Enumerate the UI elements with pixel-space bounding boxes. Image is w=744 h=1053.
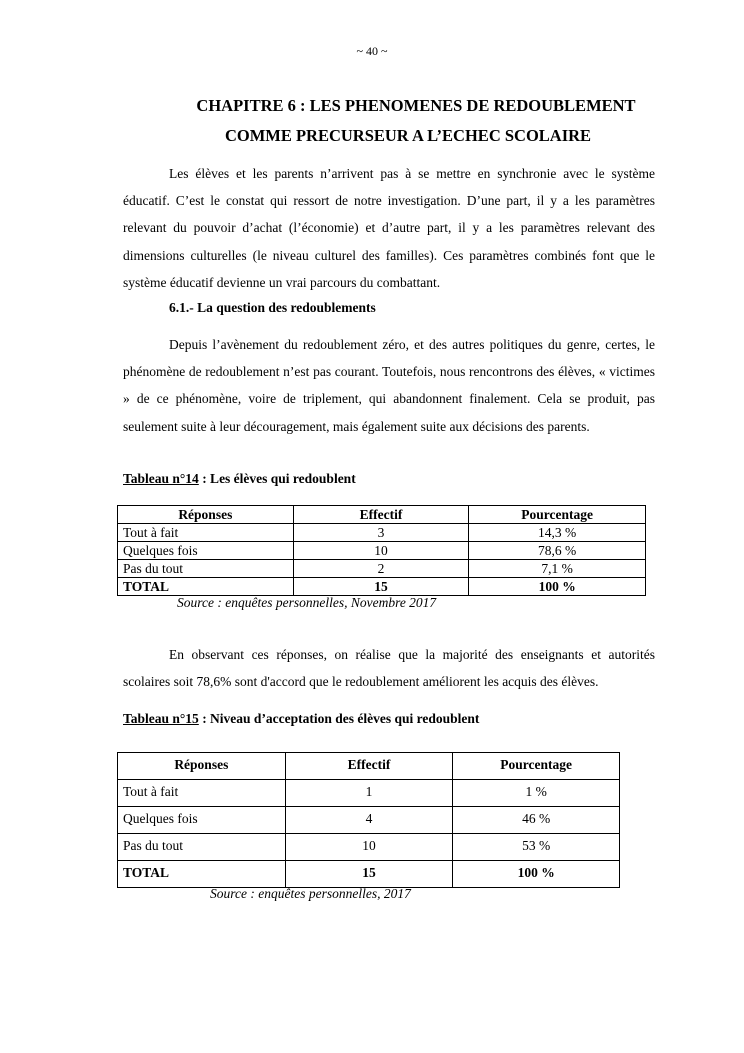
table-cell: Quelques fois <box>118 807 286 834</box>
table-row <box>118 542 646 560</box>
table-cell: 78,6 % <box>469 542 646 560</box>
table-cell: 10 <box>293 542 469 560</box>
table-header-row <box>118 506 646 524</box>
table-cell: 10 <box>285 834 453 861</box>
table14 <box>117 505 646 596</box>
intro-paragraph: Les élèves et les parents n’arrivent pas à se mettre en synchronie avec le système éducatif. C’est le constat qui ressort de notre investigation. D’une part, il y a les paramètres relevant du pouvoir d’achat (l’économie) et d’autre part, il y a les paramètres relevant des dimensions culturelles (le niveau culturel des familles). Ces paramètres combinés font que le système éducatif devienne un vrai parcours du combattant. <box>123 166 655 290</box>
table-row <box>118 807 620 834</box>
table-cell: 1 % <box>453 780 620 807</box>
table-cell: Quelques fois <box>118 542 294 560</box>
table14-source: Source : enquêtes personnelles, Novembre 2017 <box>177 595 437 610</box>
table15 <box>117 752 620 888</box>
table15-caption-text: : Niveau d’acceptation des élèves qui redoublent <box>198 711 480 726</box>
table-cell: Tout à fait <box>118 780 286 807</box>
table-cell: TOTAL <box>118 578 294 596</box>
table-cell: TOTAL <box>118 861 286 888</box>
table14-caption-ref: Tableau n°14 <box>123 471 199 486</box>
table-cell: 1 <box>285 780 453 807</box>
table14-caption <box>123 471 356 487</box>
table-cell: Tout à fait <box>118 524 294 542</box>
table-cell: 3 <box>293 524 469 542</box>
table-cell: 4 <box>285 807 453 834</box>
table15-caption-ref: Tableau n°15 <box>123 711 199 726</box>
observation-paragraph: En observant ces réponses, on réalise que la majorité des enseignants et autorités scolaires soit 78,6% sont d'accord que le redoublement améliorent les acquis des élèves. <box>123 647 655 690</box>
table-cell: 15 <box>285 861 453 888</box>
table-header-cell: Pourcentage <box>469 506 646 524</box>
table-row <box>118 524 646 542</box>
table15-source: Source : enquêtes personnelles, 2017 <box>210 886 411 901</box>
table-header-cell: Réponses <box>118 506 294 524</box>
table-total-row <box>118 578 646 596</box>
table-header-row <box>118 753 620 780</box>
table-row <box>118 780 620 807</box>
table14-caption-text: : Les élèves qui redoublent <box>198 471 356 486</box>
table-cell: Pas du tout <box>118 834 286 861</box>
chapter-title-line-2: COMME PRECURSEUR A L’ECHEC SCOLAIRE <box>224 126 592 145</box>
table-header-cell: Effectif <box>285 753 453 780</box>
table-header-cell: Effectif <box>293 506 469 524</box>
table-cell: 46 % <box>453 807 620 834</box>
table-row <box>118 560 646 578</box>
table-cell: 7,1 % <box>469 560 646 578</box>
page-number: ~ 40 ~ <box>356 44 388 58</box>
redoublement-paragraph: Depuis l’avènement du redoublement zéro, et des autres politiques du genre, certes, le phénomène de redoublement n’est pas courant. Toutefois, nous rencontrons des élèves, « victimes » de ce phénomène, voire de triplement, qui abandonnent finalement. Cela se produit, pas seulement suite à leur découragement, mais également suite aux décisions des parents. <box>123 337 655 434</box>
table-row <box>118 834 620 861</box>
table15-caption <box>123 711 479 727</box>
table-total-row <box>118 861 620 888</box>
table-cell: 14,3 % <box>469 524 646 542</box>
chapter-title-line-1: CHAPITRE 6 : LES PHENOMENES DE REDOUBLEMENT <box>196 96 636 115</box>
table-cell: 100 % <box>469 578 646 596</box>
table-cell: 2 <box>293 560 469 578</box>
table-header-cell: Réponses <box>118 753 286 780</box>
table-cell: Pas du tout <box>118 560 294 578</box>
table-header-cell: Pourcentage <box>453 753 620 780</box>
section-title: 6.1.- La question des redoublements <box>169 300 376 315</box>
table-cell: 100 % <box>453 861 620 888</box>
table-cell: 53 % <box>453 834 620 861</box>
table-cell: 15 <box>293 578 469 596</box>
